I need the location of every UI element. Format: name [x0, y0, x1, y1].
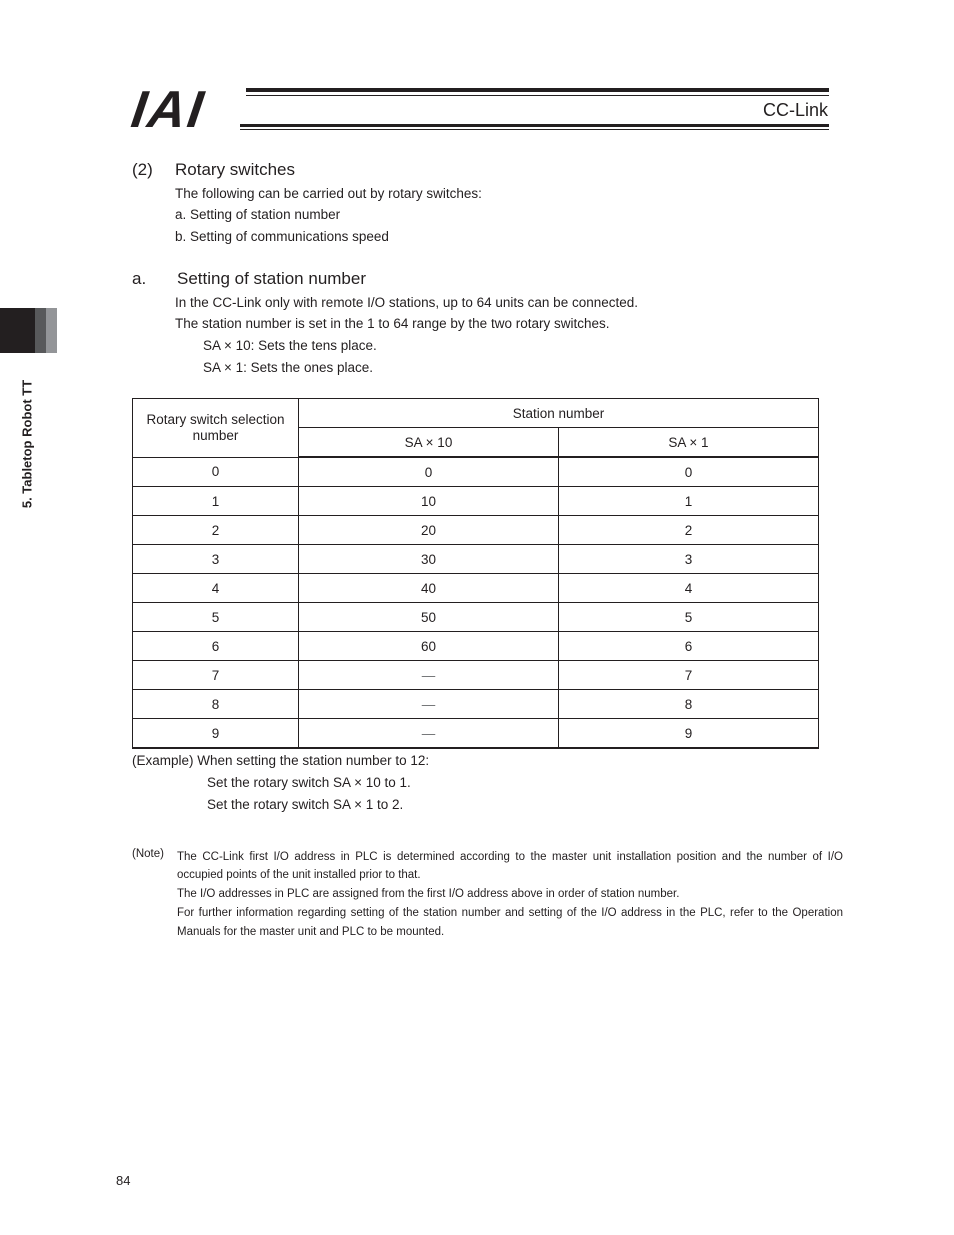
column-header-sa-x1: SA × 1: [559, 428, 819, 458]
table-cell: 3: [133, 545, 299, 574]
section-2-item: a. Setting of station number: [175, 207, 341, 222]
table-cell: 30: [299, 545, 559, 574]
table-row: [133, 516, 819, 545]
table-cell-dash: —: [299, 690, 559, 719]
note-paragraph: For further information regarding setting of the station number and setting of the I/O address in the PLC, refer to the Operation Manuals for the master unit and PLC to be mounted.: [177, 907, 843, 938]
chapter-side-label: 5. Tabletop Robot TT: [19, 379, 35, 509]
note-label: (Note): [132, 848, 164, 860]
table-cell-dash: —: [299, 719, 559, 749]
table-cell: 3: [559, 545, 819, 574]
header-rule-top: [246, 88, 829, 92]
section-a-line: The station number is set in the 1 to 64 range by the two rotary switches.: [175, 316, 610, 331]
table-cell: 7: [559, 661, 819, 690]
example-line: Set the rotary switch SA × 1 to 2.: [207, 797, 404, 812]
example-line: Set the rotary switch SA × 10 to 1.: [207, 775, 411, 790]
section-2-intro: The following can be carried out by rotary switches:: [175, 186, 482, 201]
table-row: [133, 574, 819, 603]
example-lead: (Example) When setting the station number to 12:: [132, 753, 430, 768]
table-cell: 10: [299, 487, 559, 516]
table-cell: 0: [133, 457, 299, 487]
table-cell: 4: [133, 574, 299, 603]
table-cell: 0: [559, 457, 819, 487]
table-row: [133, 719, 819, 749]
table-cell: 40: [299, 574, 559, 603]
table-cell: 6: [133, 632, 299, 661]
header-rule-bottom: [240, 124, 829, 127]
iai-logo: IAI: [127, 81, 209, 139]
table-cell: 7: [133, 661, 299, 690]
table-cell: 0: [299, 457, 559, 487]
table-row: [133, 632, 819, 661]
header-rule-top-thin: [246, 95, 829, 96]
section-a-number: a.: [132, 269, 147, 288]
table-cell: 20: [299, 516, 559, 545]
table-row: [133, 457, 819, 487]
section-a-title: Setting of station number: [177, 269, 367, 288]
table-row: [133, 690, 819, 719]
section-2-title: Rotary switches: [175, 160, 295, 179]
table-cell-dash: —: [299, 661, 559, 690]
header-rule-bottom-thin: [240, 129, 829, 130]
table-cell: 1: [133, 487, 299, 516]
column-header-sa-x10: SA × 10: [299, 428, 559, 458]
chapter-tab-dark: [0, 308, 35, 353]
switch-description: SA × 10: Sets the tens place.: [203, 338, 377, 353]
section-2-number: (2): [132, 160, 153, 179]
table-cell: 9: [133, 719, 299, 749]
column-group-header-station-number: Station number: [299, 399, 819, 428]
table-row: [133, 545, 819, 574]
table-cell: 50: [299, 603, 559, 632]
table-cell: 8: [559, 690, 819, 719]
table-cell: 5: [559, 603, 819, 632]
chapter-tab-mid: [35, 308, 46, 353]
table-cell: 60: [299, 632, 559, 661]
table-cell: 2: [559, 516, 819, 545]
table-row: [133, 661, 819, 690]
table-row: [133, 487, 819, 516]
table-cell: 9: [559, 719, 819, 749]
section-a-line: In the CC-Link only with remote I/O stations, up to 64 units can be connected.: [175, 295, 639, 310]
table-cell: 6: [559, 632, 819, 661]
note-paragraph: The CC-Link first I/O address in PLC is determined according to the master unit installation position and the number of I/O occupied points of the unit installed prior to that.: [177, 851, 843, 881]
chapter-tab-light: [46, 308, 57, 353]
page-number: 84: [116, 1173, 131, 1188]
switch-description: SA × 1: Sets the ones place.: [203, 360, 373, 375]
table-cell: 8: [133, 690, 299, 719]
column-header-rotary-switch: Rotary switch selection number: [133, 399, 299, 458]
table-cell: 4: [559, 574, 819, 603]
table-cell: 1: [559, 487, 819, 516]
note-paragraph: The I/O addresses in PLC are assigned from the first I/O address above in order of station number.: [177, 888, 680, 900]
table-cell: 2: [133, 516, 299, 545]
station-number-table: [132, 398, 819, 749]
table-cell: 5: [133, 603, 299, 632]
header-section-label: CC-Link: [762, 100, 828, 120]
section-2-item: b. Setting of communications speed: [175, 229, 389, 244]
table-row: [133, 603, 819, 632]
